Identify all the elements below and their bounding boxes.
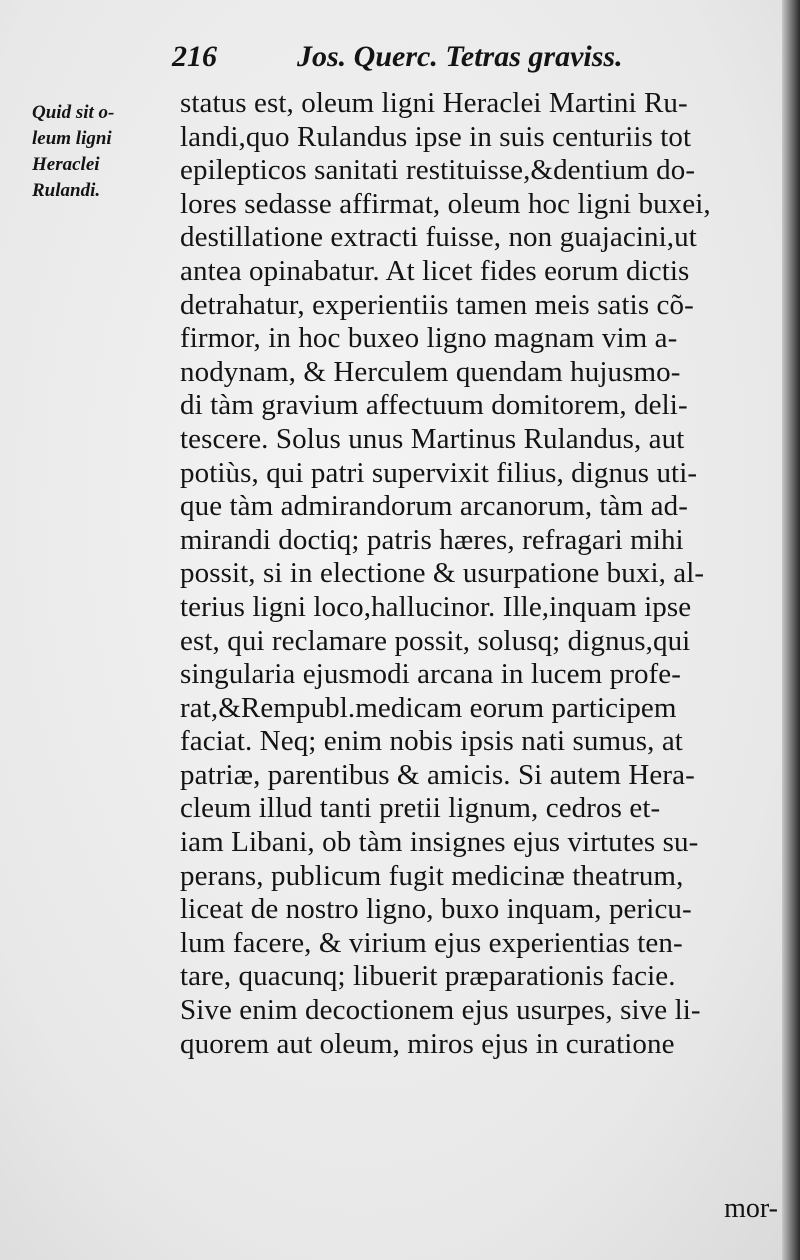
text-line: epilepticos sanitati restituisse,&dentium do- [180,154,696,187]
page-edge-shadow [782,0,800,1260]
text-line: antea opinabatur. At licet fides eorum dictis [180,254,690,287]
text-line: Sive enim decoctionem ejus usurpes, sive li- [180,994,701,1027]
running-title: Jos. Querc. Tetras graviss. [297,40,623,73]
margin-note-line: leum ligni [32,128,112,149]
text-line: perans, publicum fugit medicinæ theatrum, [180,859,684,892]
text-line: est, qui reclamare possit, solusq; dignus,qui [180,624,691,657]
text-line: que tàm admirandorum arcanorum, tàm ad- [180,490,688,523]
text-line: iam Libani, ob tàm insignes ejus virtutes su- [180,826,699,859]
text-line: mirandi doctiq; patris hæres, refragari mihi [180,523,684,556]
text-line: quorem aut oleum, miros ejus in curatione [180,1027,675,1060]
page-number: 216 [172,40,217,73]
text-line: status est, oleum ligni Heraclei Martini Ru- [180,87,688,119]
margin-note-line: Heraclei [32,154,100,175]
margin-note [32,100,162,204]
text-line: di tàm gravium affectuum domitorem, deli- [180,389,688,422]
text-line: liceat de nostro ligno, buxo inquam, pericu- [180,893,692,926]
body-text [180,87,780,1061]
text-line: patriæ, parentibus & amicis. Si autem Hera- [180,758,695,791]
margin-note-line: Rulandi. [32,180,101,201]
text-line: potiùs, qui patri supervixit filius, dignus uti- [180,456,698,489]
text-line: rat,&Rempubl.medicam eorum participem [180,691,677,724]
text-line: faciat. Neq; enim nobis ipsis nati sumus, at [180,725,683,758]
text-line: detrahatur, experientiis tamen meis satis cõ- [180,288,694,321]
catchword: mor- [724,1193,778,1224]
text-line: tescere. Solus unus Martinus Rulandus, aut [180,422,685,455]
text-line: landi,quo Rulandus ipse in suis centuriis tot [180,120,692,153]
margin-note-line: Quid sit o- [32,102,115,123]
text-line: firmor, in hoc buxeo ligno magnam vim a- [180,322,678,355]
text-line: terius ligni loco,hallucinor. Ille,inquam ipse [180,590,692,623]
text-line: singularia ejusmodi arcana in lucem profe- [180,658,682,691]
page-header [172,40,772,84]
text-line: tare, quacunq; libuerit præparationis facie. [180,960,676,993]
text-line: cleum illud tanti pretii lignum, cedros et- [180,792,661,825]
text-line: nodynam, & Herculem quendam hujusmo- [180,355,681,388]
text-line: destillatione extracti fuisse, non guajacini,ut [180,221,697,254]
text-line: possit, si in electione & usurpatione buxi, al- [180,557,705,590]
text-line: lum facere, & virium ejus experientias ten- [180,926,683,959]
text-line: lores sedasse affirmat, oleum hoc ligni buxei, [180,187,711,220]
